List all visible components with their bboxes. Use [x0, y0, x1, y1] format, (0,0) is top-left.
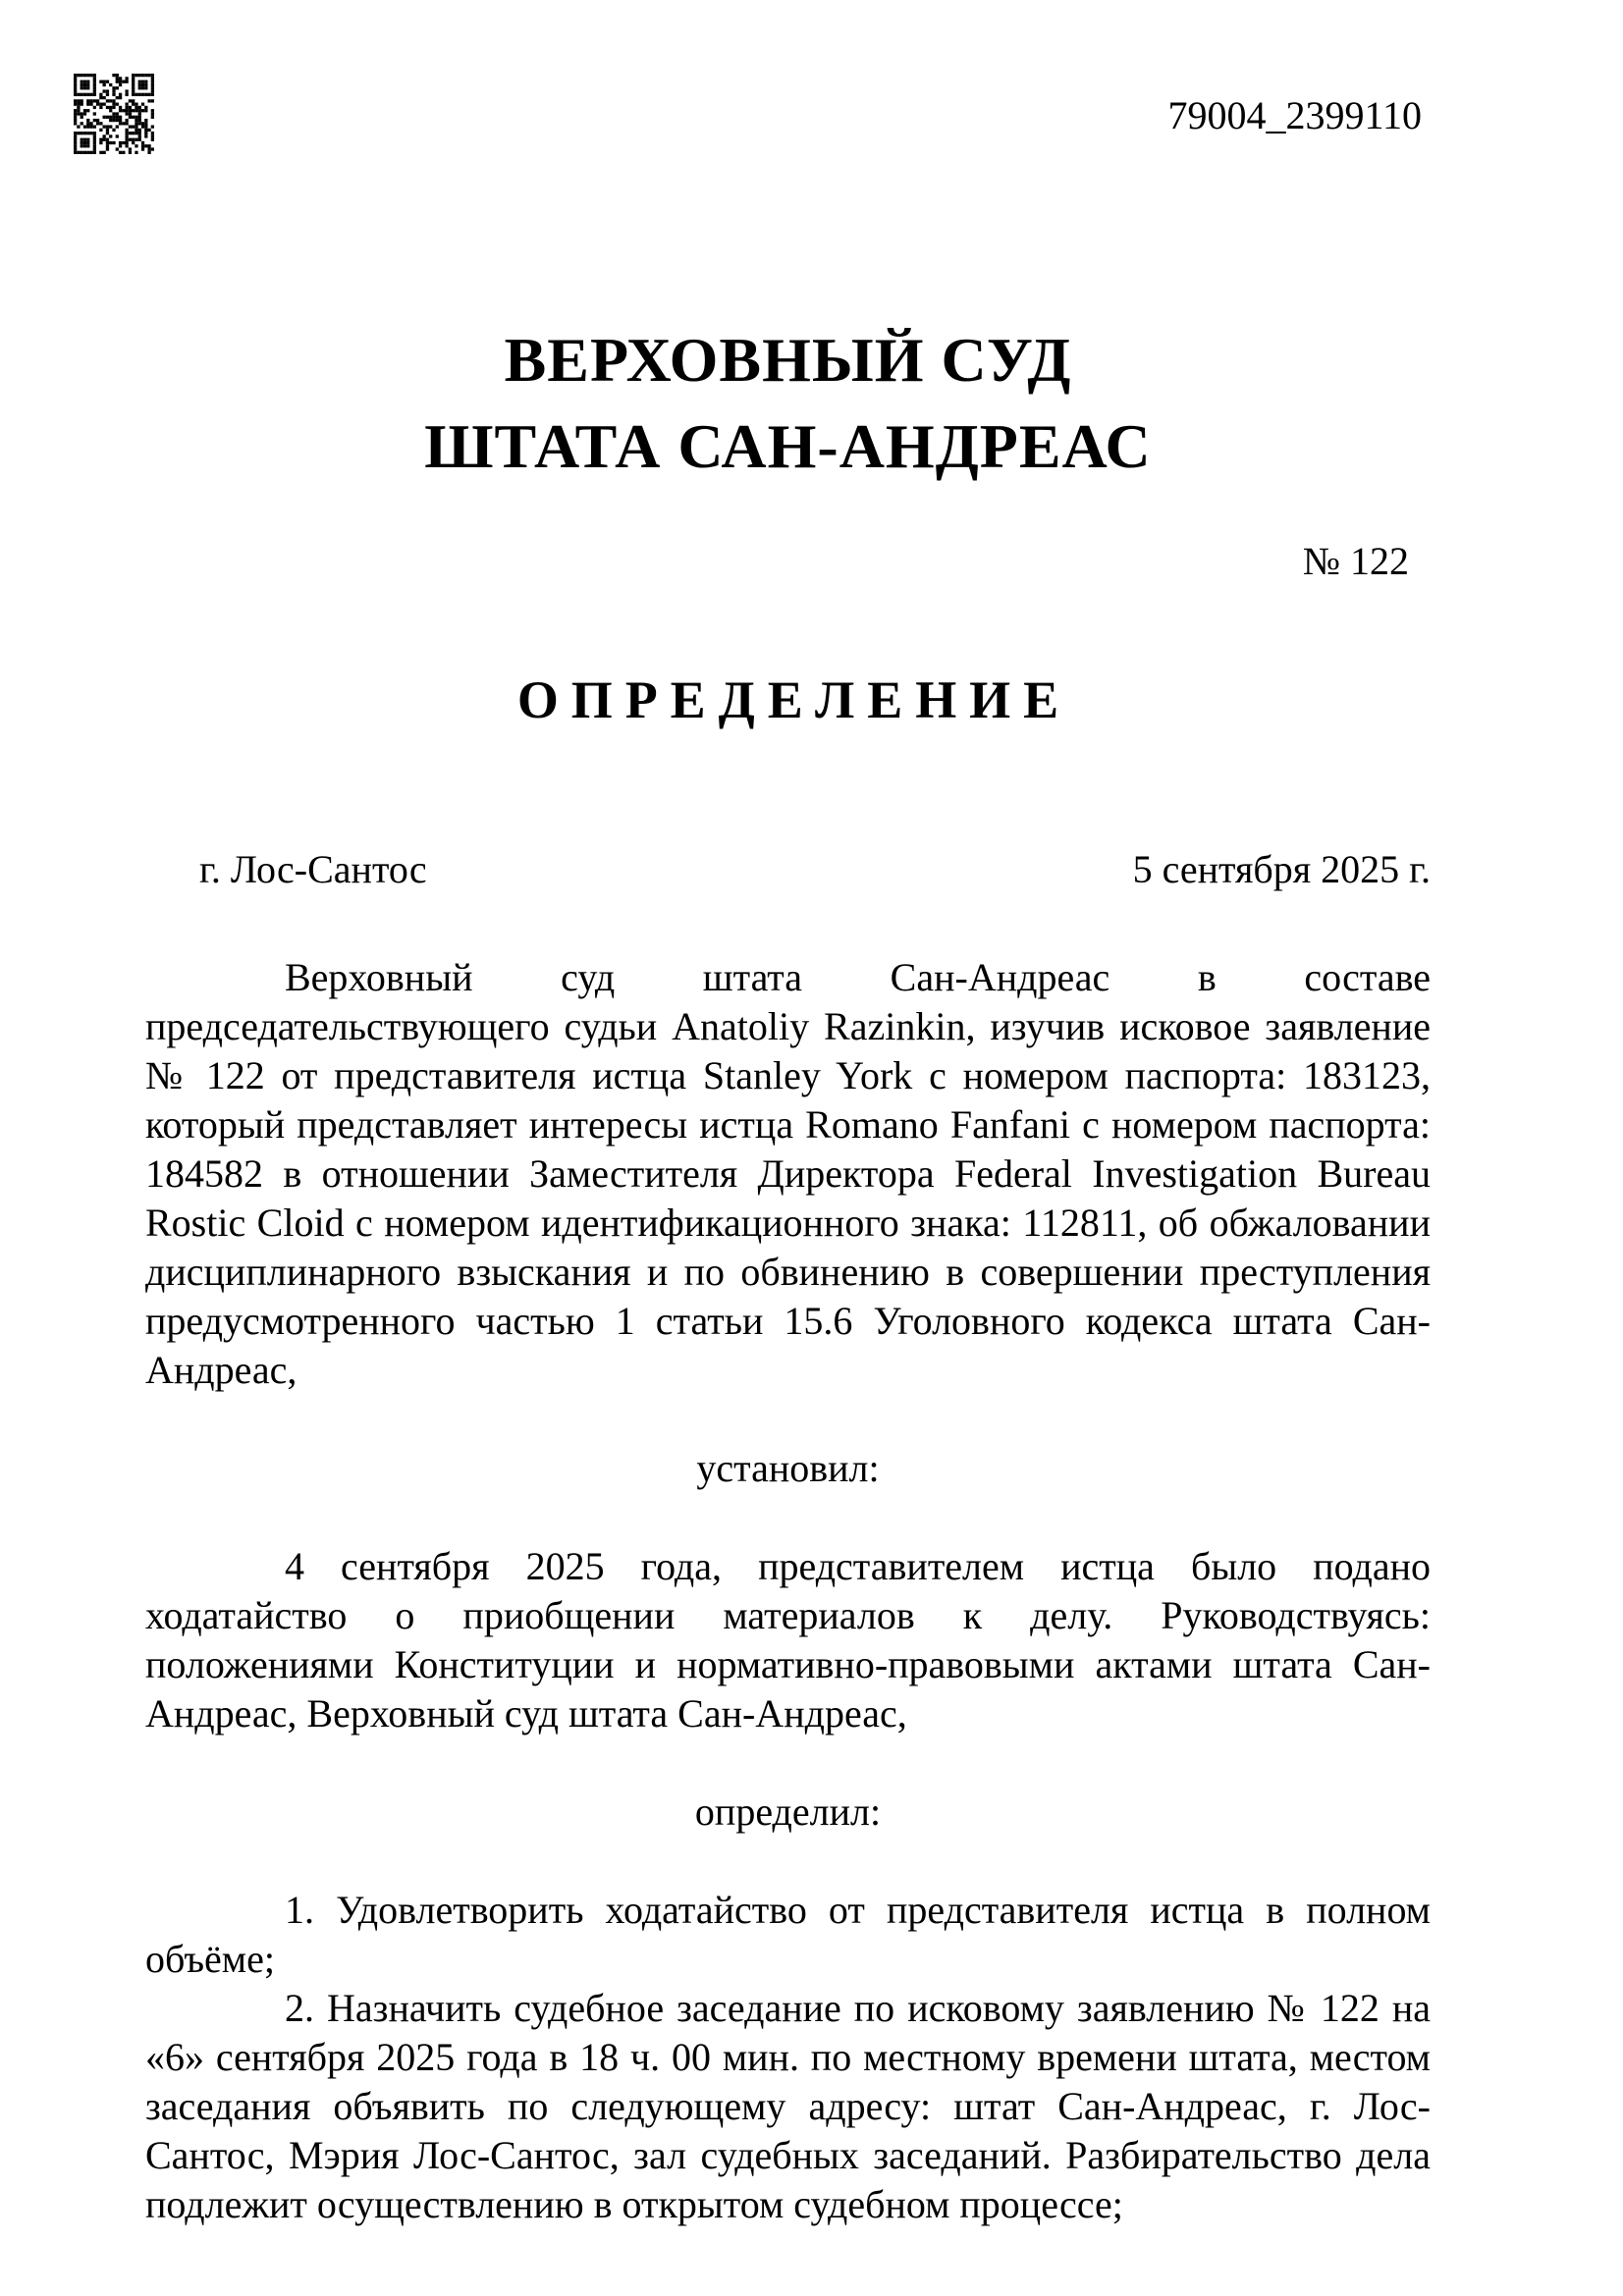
- case-number: № 122: [1302, 539, 1409, 583]
- qr-code-icon: [74, 74, 154, 154]
- city-label: г. Лос-Сантос: [199, 847, 427, 891]
- document-type-heading: ОПРЕДЕЛЕНИЕ: [516, 670, 1072, 729]
- court-title: [145, 317, 1431, 490]
- place-date-row: [145, 845, 1431, 894]
- court-title-line1: ВЕРХОВНЫЙ СУД: [504, 325, 1072, 395]
- court-title-line2: ШТАТА САН-АНДРЕАС: [424, 411, 1152, 481]
- document-id: 79004_2399110: [1167, 93, 1422, 137]
- ruling-item-2: 2. Назначить судебное заседание по исковому заявлению № 122 на «6» сентября 2025 года в 18 ч. 00 мин. по местному времени штата, местом заседания объявить по следующему адресу: штат Сан-Андреас, г. Лос-Сантос, Мэрия Лос-Сантос, зал судебных заседаний. Разбирательство дела подлежит осуществлению в открытом судебном процессе;: [145, 1986, 1431, 2226]
- established-heading: установил:: [696, 1446, 880, 1490]
- determined-heading: определил:: [694, 1789, 882, 1834]
- ruling-item-1: 1. Удовлетворить ходатайство от представителя истца в полном объёме;: [145, 1888, 1431, 1981]
- date-label: 5 сентября 2025 г.: [1132, 847, 1431, 891]
- established-paragraph: 4 сентября 2025 года, представителем истца было подано ходатайство о приобщении материалов к делу. Руководствуясь: положениями Конституции и нормативно-правовыми актами штата Сан-Андреас, Верховный суд штата Сан-Андреас,: [145, 1544, 1431, 1735]
- intro-paragraph: Верховный суд штата Сан-Андреас в составе председательствующего судьи Anatoliy Razinkin, изучив исковое заявление № 122 от представителя истца Stanley York с номером паспорта: 183123, который представляет интересы истца Romano Fanfani с номером паспорта: 184582 в отношении Заместителя Директора Federal Investigation Bureau Rostic Cloid с номером идентификационного знака: 112811, об обжаловании дисциплинарного взыскания и по обвинению в совершении преступления предусмотренного частью 1 статьи 15.6 Уголовного кодекса штата Сан-Андреас,: [145, 955, 1431, 1392]
- document-header: [0, 0, 1623, 154]
